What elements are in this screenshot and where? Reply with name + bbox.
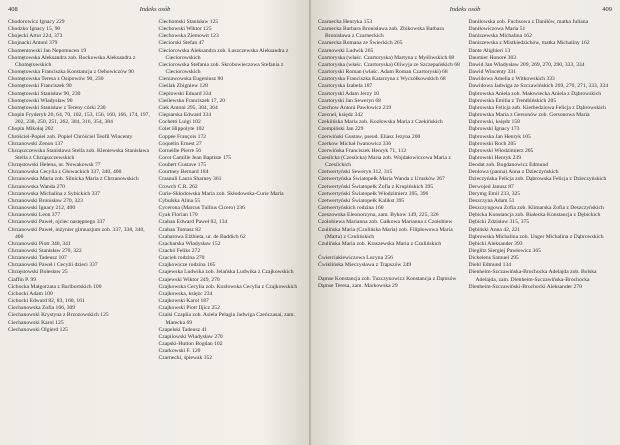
index-entry: Czetwertyński Seweryn 312, 315 xyxy=(318,169,393,176)
index-entry: Dawid Jan Władysław 209, 269, 270, 290, 333, 334 xyxy=(468,61,585,68)
page-number: 409 xyxy=(602,6,612,13)
index-entry: Chrzanowski Leon 377 xyxy=(8,212,61,219)
index-entry: Ciechanowski Krystyna z Brzozowskich 125 xyxy=(8,312,109,319)
index-entry: Dąbrowska Emilia z Trembińskich 205 xyxy=(468,97,557,104)
index-entry: Czartoryski Roman (właśc. Adam Roman Czartoryski) 68 xyxy=(318,69,448,76)
index-entry: Czartoryska Izabela 187 xyxy=(318,83,373,90)
index-entry: Dąbrowska Felicja zob. Kierbedziowa Felicja z Dąbrowskich xyxy=(468,104,606,111)
index-entry: Dawidowa Jadwiga ze Szczawińskich 269, 270, 271, 333, 334 xyxy=(468,83,609,90)
index-entry: Cichocka Małgorzata z Baribortskich 100 xyxy=(8,283,102,290)
index-entry: Derymg Emil 233, 325 xyxy=(468,190,521,197)
index-entry: Czekiińska Maria zob. Kozłowska Maria z Czekińskich xyxy=(318,119,443,126)
index-entry: Cieciorowska Stefania zob. Skrobowieczowa Stefania z Cieciorowskich xyxy=(158,61,284,76)
index-entry: Cieciorowska Aleksandra zob. Łuszczewska Aleksandra z Cieciorowskich xyxy=(158,47,289,61)
index-entry: Corneille Pierre 56 xyxy=(158,147,202,154)
index-entry: Daniszewska Michalina 162 xyxy=(468,33,532,40)
index-entry: Ciechowska Ziemowit 123 xyxy=(158,33,219,40)
index-entry: Dębicka Konstancja zob. Bialecka Konstancja z Dębickich xyxy=(468,212,601,219)
index-entry: Deodat zob. Bogdanowicz Edmund xyxy=(468,162,549,169)
right-page-header xyxy=(318,6,612,16)
index-entry: Czulińska Maria (Czulińska Maria) zob. Filipłowowa Maria (Marta) z Czulińskich xyxy=(318,226,453,240)
index-entry: Deszczyngowa Zofia zob. Klimarska Zofia z Deszczyńskich xyxy=(468,205,604,212)
index-entry: Chrzanowski Paweł i Cecylii dzieci 337 xyxy=(8,262,98,269)
index-entry: Daniszewska z Mistkiedzichów, matka Michaliny 162 xyxy=(468,40,590,47)
index-entry: Czerwińska Franciszek Henryk 71, 112 xyxy=(318,147,407,154)
index-entry: Cyak Florian 170 xyxy=(158,212,198,219)
index-entry: Coubert Gustave 175 xyxy=(158,162,207,169)
index-entry: Czacieh rodzina 270 xyxy=(158,255,205,262)
index-entry: Czajkowicze rodzina 165 xyxy=(158,262,216,269)
index-entry: Chodorowicz Ignacy 229 xyxy=(8,19,65,25)
index-entry: Cieplowski Eduard 334 xyxy=(158,90,212,97)
index-entry: Dębicki Zdzisław 315, 375 xyxy=(468,219,530,226)
index-entry: Cieślewska Franciszek 17, 20 xyxy=(158,97,225,104)
index-entry: Dickelens Samuel 295 xyxy=(468,255,519,262)
index-entry: Cichocki Edward 82, 83, 160, 161 xyxy=(8,298,85,305)
index-entry: Czartoryski Adam Jerzy 10 xyxy=(318,90,380,97)
index-entry: Czartoryska Franciszka Katarzyna z Wyczółkowskich 68 xyxy=(318,76,446,83)
index-entry: Czarnecki, śpiewak 352 xyxy=(158,355,213,362)
index-entry: Czarnowski Ludwik 265 xyxy=(318,47,374,54)
index-entry: Dieglitz Siergiej Pawłowicz 365 xyxy=(468,248,541,254)
index-entry: Chrzanowski Tadeusz 107 xyxy=(8,255,67,262)
index-entry: Czapelski Tadeusz 41 xyxy=(158,326,208,333)
index-entry: Dąbrowska Maria z Gersonów zob. Gersonowa Maria xyxy=(468,112,590,119)
index-entry: Daumier Honoré 303 xyxy=(468,54,517,61)
index-entry: Czetwertyńskich rodzina 160 xyxy=(318,205,384,212)
index-entry: Czartoryska (właśc. Czartoryska) Oliwyja ze Szczepańskich 68 xyxy=(318,61,460,68)
index-entry: Dienheim-Szczawiński-Brochocki Aleksander 270 xyxy=(468,283,582,290)
index-entry: Diehl Edmund 134 xyxy=(468,262,512,269)
index-entry: Dąmse Konstancja zob. Tuzczynowicz Konstancja z Dąmsów xyxy=(318,276,457,283)
index-entry: Dąbrowski Henryk 239 xyxy=(468,154,522,161)
index-entry: Cieciorski Stefan 47 xyxy=(158,40,205,47)
index-columns xyxy=(318,19,612,291)
index-entry: Czaharowa Elżbieta, ur. de Baddich 62 xyxy=(158,233,246,240)
index-entry: Chrzęstowski Bolesław 25 xyxy=(8,269,68,276)
index-entry: Cieniawowska Eugeniusz 80 xyxy=(158,76,224,83)
index-entry: Coppée François 172 xyxy=(158,133,207,140)
right-page xyxy=(310,0,620,445)
index-entry: Dąbrowski Ignacy 173 xyxy=(468,126,520,133)
index-entry: Chrzanowska Wanda 270 xyxy=(8,183,65,190)
index-entry: Czartoryski Jan Seweryn 68 xyxy=(318,97,381,104)
index-entry: Czarnecka Romana ze Świeckich 265 xyxy=(318,40,403,47)
index-entry: Chomętowski Franciszek 90 xyxy=(8,83,72,90)
index-entry: Cieślak Zbigniew 128 xyxy=(158,83,208,90)
index-entry: Chomentowski Jan Nepomucen 19 xyxy=(8,47,87,54)
index-entry: Dąmse Teresa, zam. Markowska 29 xyxy=(318,283,398,290)
index-column xyxy=(159,19,303,363)
index-entry: Czajewski Wiktor 249, 270 xyxy=(158,276,220,283)
index-entry: Daniłowiczowa Maria 51 xyxy=(468,26,526,33)
index-entry: Czartoryska (właśc. Czartoryska) Martyna z Myśliwskich 68 xyxy=(318,54,455,61)
index-entry: Chomętowska Aleksandra zob. Bockowska Aleksandra z Chomętowskich xyxy=(8,54,136,68)
index-entry: Ciechanowska Zofia 166, 309 xyxy=(8,305,76,312)
index-entry: Czarkowski F. 120 xyxy=(158,348,201,355)
index-entry: Czajkowska Cecylia zob. Kozłowska Cecylia z Czajkowskich xyxy=(158,283,298,290)
index-entry: Czetwertyński Światopełk Włodzimierz 395, 396 xyxy=(318,190,429,197)
index-entry: Chomętowska Teresa z Osipowów 90, 230 xyxy=(8,76,104,83)
index-entry: Czajkowski Piotr Iljicz 252 xyxy=(158,305,220,312)
index-entry: Ćwiklińska Mieczysława z Trapszów 249 xyxy=(318,262,412,269)
index-entry: Ciechanowski Olgierd 125 xyxy=(8,326,68,333)
index-entry: Dzieczyńska Felicja zob. Dąbrowska Felicja z Dzieczyńskich xyxy=(468,176,607,183)
index-entry: Daniłowska zob. Fuchsowa z Daniłów, matka Juliana xyxy=(468,19,589,25)
index-entry: Czalsi Czaplia zob. Asiela Pelagia Jadwiga Czeńczasai, zam. Marecka 69 xyxy=(158,312,295,326)
index-entry: Czarnecka Henryka 153 xyxy=(318,19,373,25)
index-entry: Czesilcka (Czesilcka) Maria zob. Wojdałowiczowa Maria z Czesilckich xyxy=(318,154,451,169)
index-entry: Ćwierciakiewiczowa Lucyna 256 xyxy=(318,255,393,261)
index-entry: Cichocki Adam 100 xyxy=(8,290,53,297)
index-entry: Czachó Feliks 272 xyxy=(158,248,201,254)
index-entry: Czetwertyński Światopełk Zofia z Krupińskich 395 xyxy=(318,183,434,190)
index-entry: Dawidowa Amelia z Witkowskich 333 xyxy=(468,76,555,83)
index-entry: Czerkow Michał Iwanowicz 336 xyxy=(318,140,392,147)
index-entry: Czarnecka Barbara Bronisława zob. Zbikowska Barbara Bronisława z Czarneckich xyxy=(318,26,444,40)
running-title: Indeks osób xyxy=(449,6,481,13)
index-entry: Dąbrowski, księdz 158 xyxy=(468,119,520,126)
index-entry: Czempiński Jan 229 xyxy=(318,126,364,133)
index-entry: Chomętowski Stanisław z Tereny córki 230 xyxy=(8,104,106,111)
index-entry: Chojecki Artur 224, 373 xyxy=(8,33,63,40)
index-entry: Czetwertyński Światopełk Kalikst 395 xyxy=(318,197,405,204)
index-entry: Chrzanowski Zenon 137 xyxy=(8,140,63,147)
index-entry: Dębicki Aleksander 393 xyxy=(468,240,523,247)
index-entry: Chrzęstowski Helena, ur. Nowakowsk 77 xyxy=(8,162,101,169)
index-entry: Dąbrowski Roch 205 xyxy=(468,140,517,147)
index-entry: Dębiński Anna 42, 221 xyxy=(468,226,521,233)
index-entry: Crasnuli Laura Sharney 361 xyxy=(158,176,222,183)
index-entry: Chrzanowski Piotr 340, 341 xyxy=(8,240,71,247)
index-entry: Ciepiarska Edward 334 xyxy=(158,112,212,119)
index-entry: Czapski-Hutton Bogdan 102 xyxy=(158,341,223,348)
index-entry: Colet Hippolyte 102 xyxy=(158,126,205,133)
index-entry: Cybulska Alina 55 xyxy=(158,197,201,204)
index-entry: Chomętowski Stanisław 90, 230 xyxy=(8,90,81,97)
index-entry: Chrzanowski Bronisław 270, 323 xyxy=(8,197,83,204)
left-page-header xyxy=(8,6,302,16)
index-column xyxy=(318,19,462,291)
index-entry: Czulińska Maria zob. Kraszewska Maria z Czulińskich xyxy=(318,240,442,247)
index-entry: Deszczyna Adam 51 xyxy=(468,197,515,204)
index-columns xyxy=(8,19,302,363)
index-entry: Crowch C.R. 262 xyxy=(158,183,198,190)
index-entry: Chopin Fryderyk 20, 64, 70, 102, 153, 156, 160, 166, 174, 197, 202, 238, 250, 251, 262, 304, 316, 354, 384 xyxy=(8,112,150,126)
index-entry: Chodzko Ignacy 15, 90 xyxy=(8,26,61,33)
index-entry: Courtney Bernard 184 xyxy=(158,169,209,176)
index-entry: Dąbrowski Włodzimierz 205 xyxy=(468,147,534,154)
index-entry: Czetwertyńska Światopełk Maria Wanda z Urusków 267 xyxy=(318,176,445,183)
index-entry: Chrząszczewska Stanisława Stella zob. Kleniewska Stanisława Stella z Chrząszczewskich xyxy=(8,147,150,161)
index-entry: Ciechomski Stanisław 125 xyxy=(158,19,219,25)
index-entry: Coquelin Ernest 27 xyxy=(158,140,202,147)
index-entry: Chrzanowska Maria zob. Silnicka Maria z Chrzanowskich xyxy=(8,176,139,183)
index-entry: Chrzanowska Michalina z Sybickich 337 xyxy=(8,190,100,197)
index-column xyxy=(8,19,152,363)
index-entry: Czołobiewa Marianna zob. Gałkowa Marianna z Czołobiew xyxy=(318,219,453,226)
index-entry: Czechow Antoni Pawłowicz 219 xyxy=(318,104,392,111)
index-entry: Czeszowska Eleonorzyna, zam. Bykow 149, 225, 326 xyxy=(318,212,439,219)
index-entry: Chrzanowski Ignacy 212, 400 xyxy=(8,205,76,212)
index-entry: Chomętowska Franciszka Konstancja z Oebowiczów 90 xyxy=(8,69,134,76)
index-column xyxy=(469,19,613,291)
index-entry: Chrzanowska Cecylia z Głowackich 337, 340, 400 xyxy=(8,169,122,176)
index-entry: Ciek Antoni 295, 304, 364 xyxy=(158,104,218,111)
book-gutter xyxy=(309,0,311,445)
running-title: Indeks osób xyxy=(139,6,171,13)
index-entry: Dawid Wincenty 331 xyxy=(468,69,517,76)
index-entry: Chrzanowski Stanisław 270, 322 xyxy=(8,248,82,254)
index-entry: Czacharska Władysław 152 xyxy=(158,240,221,247)
index-entry: Czapilowski Władysław 270 xyxy=(158,333,223,340)
index-entry: Dienheim-Szczawińska-Brochocka Adelajda zob. Bolska Adelajda, zam. Dienheim-Szczawińska-Brochocka xyxy=(468,269,597,283)
index-entry: Dąbrowska Jan Henryk 105 xyxy=(468,133,531,140)
index-entry: Ciechowski Wiktor 125 xyxy=(158,26,212,33)
index-entry: Chopin Mikołaj 202 xyxy=(8,126,54,133)
index-entry: Czajkowska, księżc 234 xyxy=(158,290,213,297)
index-entry: Dante Alighieri 13 xyxy=(468,47,511,54)
index-entry: Chrzanowski Paweł, ojciec następnego 337 xyxy=(8,219,106,226)
index-entry: Ciaffin P. 99 xyxy=(8,276,37,283)
index-entry: Dąbrowska Aniela zob. Małowiecka Aniela z Dąbrowskich xyxy=(468,90,601,97)
index-entry: Cochetti Luigi 102 xyxy=(158,119,201,126)
index-entry: Chojnacki Antoni 379 xyxy=(8,40,58,47)
index-entry: Ciechanowski Karol 125 xyxy=(8,319,64,326)
index-entry: Corot Camille Jean Baptiste 175 xyxy=(158,154,232,161)
index-entry: Chomętowski Władysław 90 xyxy=(8,97,73,104)
index-entry: Czajkowski Karol 187 xyxy=(158,298,209,305)
index-entry: Czajewska Ludwika zob. Jelańska Ludwika z Czajkowskich xyxy=(158,269,294,276)
index-entry: Chróściel-Popiel zob. Popiel Chróściel Teofil Wincenty xyxy=(8,133,133,140)
index-entry: Czerwiński Gustaw, pseud. Eliasz Jezyna 200 xyxy=(318,133,421,140)
index-entry: Czaban Edward Paweł 82, 134 xyxy=(158,219,228,226)
index-entry: Czecnel, księdz 342 xyxy=(318,112,363,119)
page-number: 408 xyxy=(8,6,18,13)
index-entry: Chrzanowski Paweł, inżynier gimnazjum zob. 337, 338, 340, 400 xyxy=(8,226,145,240)
index-entry: Denlowa (panna) Anna z Dzieczyńskich xyxy=(468,169,559,176)
index-entry: Czaban Tomasz 82 xyxy=(158,226,201,233)
index-entry: Curie-Skłodowska Maria zob. Skłodowska-Curie Maria xyxy=(158,190,284,197)
index-entry: Dąbrowska Michalina zob. Unger Michalina z Dąbrowskich xyxy=(468,233,604,240)
index-entry: Cycerona (Marcus Tullius Cicero) 236 xyxy=(158,205,245,212)
index-entry: Derwojed Janusz 87 xyxy=(468,183,514,190)
